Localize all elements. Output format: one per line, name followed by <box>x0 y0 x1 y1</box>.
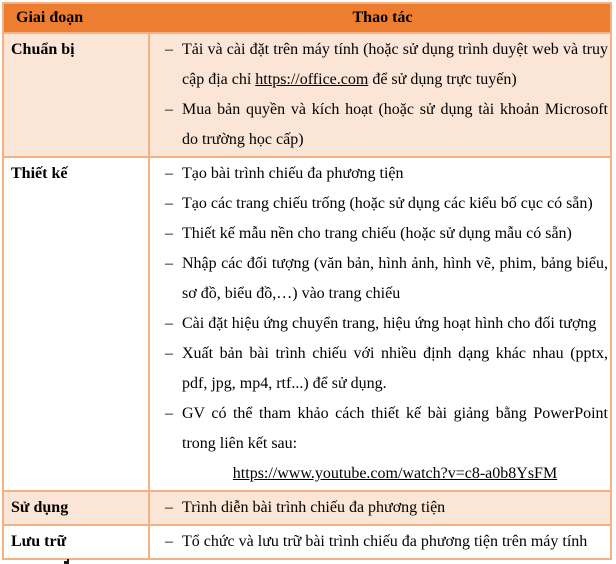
table-row-su-dung <box>4 490 610 524</box>
actions-cell <box>150 492 610 524</box>
bullet-item <box>150 249 610 309</box>
bullet-dash: – <box>165 165 173 182</box>
bullet-text: Cài đặt hiệu ứng chuyển trang, hiệu ứng hoạt hình cho đối tượng <box>182 315 597 332</box>
phase-cell: Sử dụng <box>4 492 150 524</box>
bullet-text: Tổ chức và lưu trữ bài trình chiếu đa phương tiện trên máy tính <box>182 533 588 550</box>
office-link[interactable]: https://office.com <box>255 71 369 88</box>
header-cell-phase: Giai đoạn <box>16 9 84 26</box>
bullet-item <box>150 95 610 155</box>
bullet-text-pre: Tải và cài đặt trên máy tính (hoặc sử dụng trình duyệt web và truy cập địa chỉ <box>182 41 608 88</box>
youtube-link[interactable]: https://www.youtube.com/watch?v=c8-a0b8YsFM <box>232 465 558 482</box>
bullet-dash: – <box>165 499 173 516</box>
header-cell-actions: Thao tác <box>352 9 413 26</box>
table-row-chuan-bi <box>4 32 610 156</box>
actions-cell <box>150 34 610 156</box>
phase-cell: Lưu trữ <box>4 526 150 558</box>
bullet-item <box>150 399 610 489</box>
bullet-item <box>150 219 610 249</box>
bullet-item <box>150 493 610 523</box>
bullet-text: Thiết kế mẫu nền cho trang chiếu (hoặc sử dụng mẫu có sẵn) <box>182 225 572 242</box>
bullet-text <box>182 399 610 489</box>
actions-cell <box>150 158 610 490</box>
bullet-text: Nhập các đối tượng (văn bản, hình ảnh, hình vẽ, phim, bảng biểu, sơ đồ, biểu đồ,…) vào trang chiếu <box>182 255 608 302</box>
bullet-text-post: để sử dụng trực tuyến) <box>368 71 517 88</box>
bullet-text: Tạo các trang chiếu trống (hoặc sử dụng các kiểu bố cục có sẵn) <box>182 195 593 212</box>
bullet-item <box>150 35 610 95</box>
bullet-dash: – <box>165 255 173 272</box>
bullet-item <box>150 339 610 399</box>
youtube-link-line <box>182 459 608 489</box>
bullet-text <box>182 35 610 95</box>
table-header-row <box>4 4 610 32</box>
bullet-text: Xuất bản bài trình chiếu với nhiều định dạng khác nhau (pptx, pdf, jpg, mp4, rtf...) để sử dụng. <box>182 345 608 392</box>
bullet-dash: – <box>165 225 173 242</box>
phase-cell: Chuẩn bị <box>4 34 150 156</box>
bullet-dash: – <box>165 533 173 550</box>
bullet-dash: – <box>165 101 173 118</box>
bullet-dash: – <box>165 41 173 58</box>
bullet-item <box>150 159 610 189</box>
bullet-item <box>150 309 610 339</box>
bullet-dash: – <box>165 345 173 362</box>
bullet-item <box>150 189 610 219</box>
bullet-dash: – <box>165 315 173 332</box>
bullet-dash: – <box>165 195 173 212</box>
table-row-luu-tru <box>4 524 610 558</box>
bullet-text: Trình diễn bài trình chiếu đa phương tiện <box>182 499 446 516</box>
phases-operations-table <box>2 2 612 560</box>
bullet-text: Mua bản quyền và kích hoạt (hoặc sử dụng tài khoản Microsoft do trường học cấp) <box>182 101 608 148</box>
bullet-item <box>150 527 610 557</box>
bullet-text-main: GV có thể tham khảo cách thiết kế bài giảng bằng PowerPoint trong liên kết sau: <box>182 405 608 452</box>
phase-cell: Thiết kế <box>4 158 150 490</box>
actions-cell <box>150 526 610 558</box>
bullet-text: Tạo bài trình chiếu đa phương tiện <box>182 165 404 182</box>
table-row-thiet-ke <box>4 156 610 490</box>
bullet-dash: – <box>165 405 173 422</box>
